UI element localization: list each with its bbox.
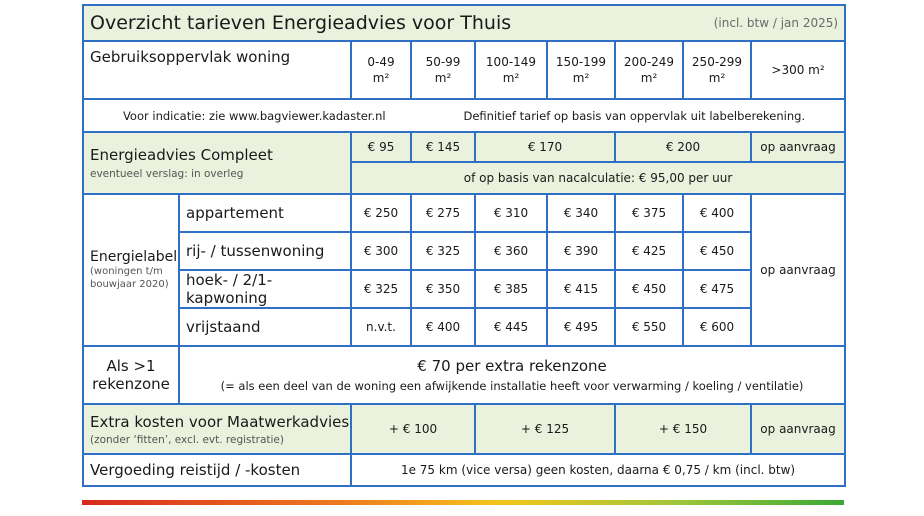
label-price: € 600 xyxy=(683,308,751,346)
rekenzone-note: (= als een deel van de woning een afwijkende installatie heeft voor verwarming / koeling / ventilatie) xyxy=(220,379,804,393)
maatwerk-price: + € 125 xyxy=(475,404,615,454)
label-price: € 475 xyxy=(683,270,751,308)
area-col-range: 150-199 xyxy=(555,55,607,69)
indication-cell xyxy=(83,99,845,132)
label-price: € 360 xyxy=(475,232,547,270)
label-price: € 350 xyxy=(411,270,475,308)
label-price: € 250 xyxy=(351,194,411,232)
rekenzone-label-1: Als >1 xyxy=(106,357,156,375)
area-col-range: 0-49 xyxy=(367,55,395,69)
reis-value: 1e 75 km (vice versa) geen kosten, daarna € 0,75 / km (incl. btw) xyxy=(351,454,845,486)
maatwerk-title: Extra kosten voor Maatwerkadvies xyxy=(90,412,350,431)
compleet-price: € 95 xyxy=(351,132,411,162)
maatwerk-sub: (zonder ‘fitten’, excl. evt. registratie) xyxy=(90,433,284,446)
label-last: op aanvraag xyxy=(751,194,845,346)
compleet-sub: eventueel verslag: in overleg xyxy=(90,168,244,180)
label-type: rij- / tussenwoning xyxy=(179,232,351,270)
label-price: € 325 xyxy=(351,270,411,308)
indication-left: Voor indicatie: zie www.bagviewer.kadaster.nl xyxy=(122,108,386,123)
label-price: € 385 xyxy=(475,270,547,308)
label-price: € 325 xyxy=(411,232,475,270)
maatwerk-last: op aanvraag xyxy=(751,404,845,454)
maatwerk-row xyxy=(83,404,845,454)
area-col-range: 200-249 xyxy=(623,55,675,69)
label-type: hoek- / 2/1-kapwoning xyxy=(179,270,351,308)
label-row xyxy=(83,270,845,308)
tariff-table xyxy=(82,4,846,487)
area-label: Gebruiksoppervlak woning xyxy=(83,41,351,99)
label-row xyxy=(83,232,845,270)
area-col-unit: m² xyxy=(434,71,452,85)
label-price: € 275 xyxy=(411,194,475,232)
area-col-unit: m² xyxy=(502,71,520,85)
label-price: € 550 xyxy=(615,308,683,346)
page-title: Overzicht tarieven Energieadvies voor Thuis xyxy=(90,12,512,34)
compleet-nacalc: of op basis van nacalculatie: € 95,00 per uur xyxy=(351,162,845,194)
area-col-last: >300 m² xyxy=(751,41,845,99)
label-price: € 415 xyxy=(547,270,615,308)
area-col-1 xyxy=(351,41,411,99)
label-type: vrijstaand xyxy=(179,308,351,346)
label-price: € 400 xyxy=(411,308,475,346)
reis-row xyxy=(83,454,845,486)
compleet-label-cell xyxy=(83,132,351,194)
area-col-unit: m² xyxy=(572,71,590,85)
label-price: € 450 xyxy=(683,232,751,270)
label-cell xyxy=(83,194,179,346)
area-col-unit: m² xyxy=(372,71,390,85)
label-price: € 390 xyxy=(547,232,615,270)
maatwerk-label-cell xyxy=(83,404,351,454)
area-col-5 xyxy=(615,41,683,99)
indication-row xyxy=(83,99,845,132)
area-col-range: 50-99 xyxy=(425,55,461,69)
label-price: € 450 xyxy=(615,270,683,308)
tariff-table-wrapper xyxy=(82,4,844,503)
rekenzone-row xyxy=(83,346,845,404)
area-row xyxy=(83,41,845,99)
label-price: € 375 xyxy=(615,194,683,232)
indication-right: Definitief tarief op basis van oppervlak uit labelberekening. xyxy=(463,108,806,123)
label-price: € 425 xyxy=(615,232,683,270)
compleet-price: € 145 xyxy=(411,132,475,162)
label-row xyxy=(83,308,845,346)
compleet-last: op aanvraag xyxy=(751,132,845,162)
label-row xyxy=(83,194,845,232)
header-row xyxy=(83,5,845,41)
area-col-unit: m² xyxy=(708,71,726,85)
label-price: € 445 xyxy=(475,308,547,346)
compleet-row xyxy=(83,132,845,162)
area-col-range: 250-299 xyxy=(691,55,743,69)
maatwerk-price: + € 150 xyxy=(615,404,751,454)
compleet-price: € 200 xyxy=(615,132,751,162)
area-col-unit: m² xyxy=(640,71,658,85)
area-col-2 xyxy=(411,41,475,99)
label-price: € 310 xyxy=(475,194,547,232)
compleet-price: € 170 xyxy=(475,132,615,162)
area-col-6 xyxy=(683,41,751,99)
label-sub-2: bouwjaar 2020) xyxy=(90,279,169,290)
label-sub-1: (woningen t/m xyxy=(90,266,163,277)
area-col-range: 100-149 xyxy=(485,55,537,69)
rekenzone-price: € 70 per extra rekenzone xyxy=(417,357,607,375)
compleet-title: Energieadvies Compleet xyxy=(90,146,273,164)
reis-label: Vergoeding reistijd / -kosten xyxy=(83,454,351,486)
label-price: € 400 xyxy=(683,194,751,232)
label-price: € 495 xyxy=(547,308,615,346)
label-price: € 300 xyxy=(351,232,411,270)
label-price: n.v.t. xyxy=(351,308,411,346)
area-col-3 xyxy=(475,41,547,99)
label-title: Energielabel xyxy=(90,249,178,265)
rekenzone-value-cell xyxy=(179,346,845,404)
label-type: appartement xyxy=(179,194,351,232)
rekenzone-label-2: rekenzone xyxy=(92,375,170,393)
header-cell xyxy=(83,5,845,41)
header-note: (incl. btw / jan 2025) xyxy=(713,16,839,30)
maatwerk-price: + € 100 xyxy=(351,404,475,454)
rainbow-bar xyxy=(82,500,844,505)
label-price: € 340 xyxy=(547,194,615,232)
area-col-4 xyxy=(547,41,615,99)
rekenzone-label-cell xyxy=(83,346,179,404)
